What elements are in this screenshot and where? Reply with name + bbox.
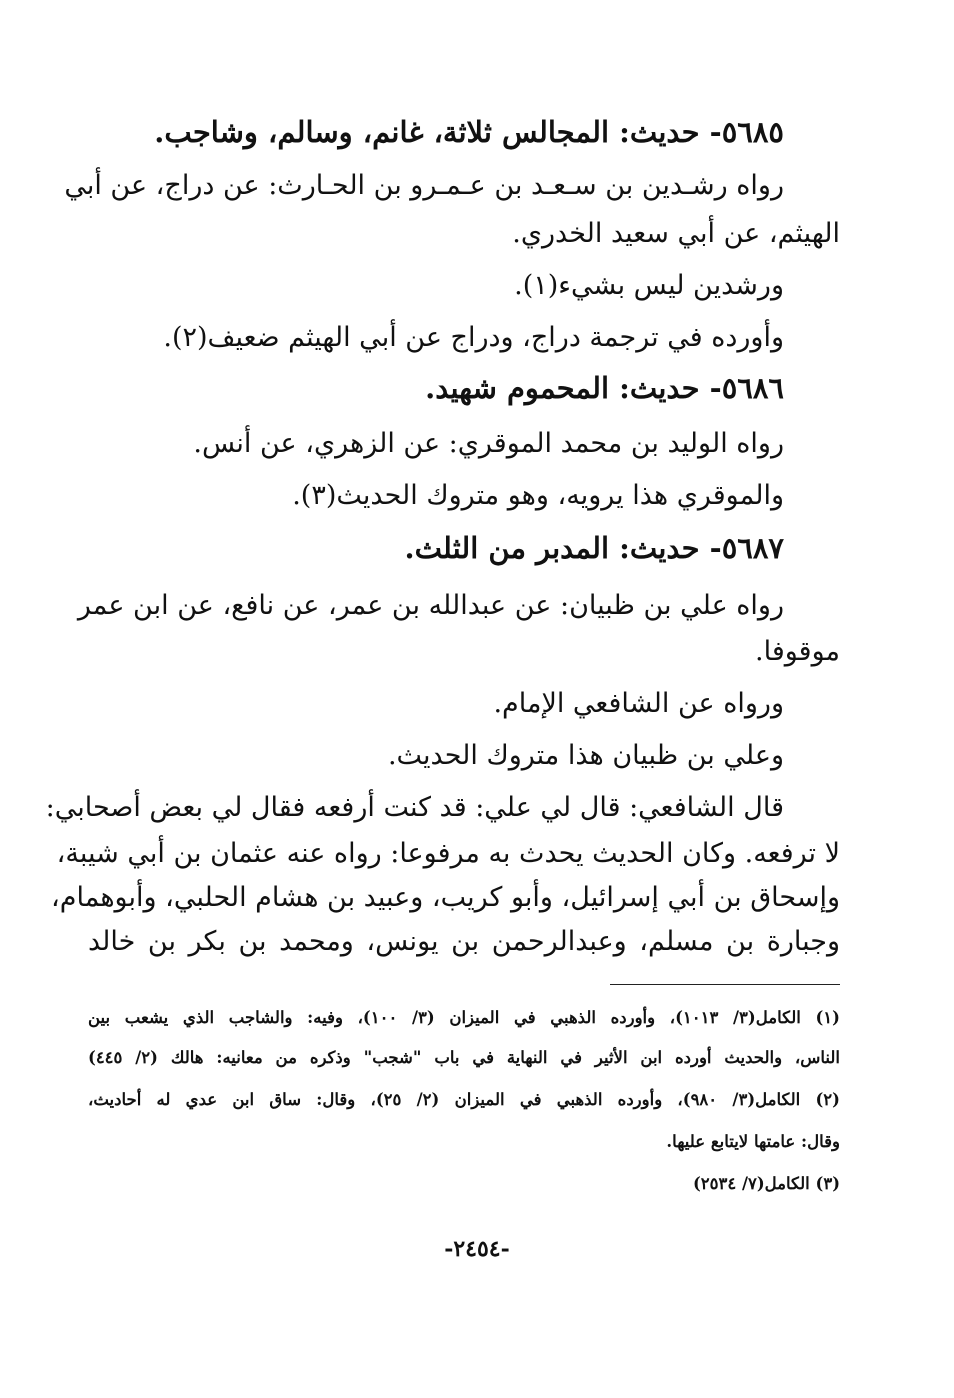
hadith-heading-5686: ٥٦٨٦- حديث: المحموم شهيد. <box>425 371 784 405</box>
body-line: الهيثم، عن أبي سعيد الخدري. <box>512 218 840 249</box>
body-line: والموقري هذا يرويه، وهو متروك الحديث(٣). <box>292 480 784 511</box>
body-line: ورشدين ليس بشيء(١). <box>514 270 784 301</box>
body-line: رواه علي بن ظبيان: عن عبدالله بن عمر، عن نافع، عن ابن عمر <box>77 590 784 621</box>
footnote-divider <box>610 984 840 985</box>
page-number: -٢٤٥٤- <box>444 1236 510 1262</box>
body-line: لا ترفعه. وكان الحديث يحدث به مرفوعا: رواه عنه عثمان بن أبي شيبة، <box>56 838 840 869</box>
body-line: قال الشافعي: قال لي علي: قد كنت أرفعه فقال لي بعض أصحابي: <box>45 792 784 823</box>
footnote-3-line: (٣) الكامل(٧/ ٢٥٣٤) <box>692 1174 840 1193</box>
body-line: وإسحاق بن أبي إسرائيل، وأبو كريب، وعبيد بن هشام الحلبي، وأبوهمام، <box>51 882 840 913</box>
body-line: وأورده في ترجمة دراج، ودراج عن أبي الهيثم ضعيف(٢). <box>163 322 784 353</box>
footnote-1-line: الناس، والحديث أورده ابن الأثير في النهاية في باب "شجب" وذكره من معانيه: هالك (٢/ ٤٤٥) <box>88 1048 840 1067</box>
footnote-2-line: وقال: عامتها لايتابع عليها. <box>666 1132 840 1151</box>
body-line: وجبارة بن مسلم، وعبدالرحمن بن يونس، ومحمد بن بكر بن خالد <box>88 926 840 957</box>
body-line: موقوفا. <box>755 636 840 667</box>
hadith-heading-5685: ٥٦٨٥- حديث: المجالس ثلاثة، غانم، وسالم، وشاجب. <box>154 115 784 149</box>
footnote-2-line: (٢) الكامل(٣/ ٩٨٠)، وأورده الذهبي في الميزان (٢/ ٢٥)، وقال: ساق ابن عدي له أحاديث، <box>88 1090 840 1109</box>
body-line: رواه الوليد بن محمد الموقري: عن الزهري، عن أنس. <box>193 428 784 459</box>
body-line: رواه رشـدين بن سـعـد بن عـمـرو بن الحـارث: عن دراج، عن أبي <box>64 170 784 201</box>
footnote-1-line: (١) الكامل(٣/ ١٠١٣)، وأورده الذهبي في الميزان (٣/ ١٠٠)، وفيه: والشاجب الذي يشعب بين <box>88 1008 840 1027</box>
body-line: وعلي بن ظبيان هذا متروك الحديث. <box>387 740 784 771</box>
hadith-heading-5687: ٥٦٨٧- حديث: المدبر من الثلث. <box>404 531 784 565</box>
body-line: ورواه عن الشافعي الإمام. <box>493 688 784 719</box>
